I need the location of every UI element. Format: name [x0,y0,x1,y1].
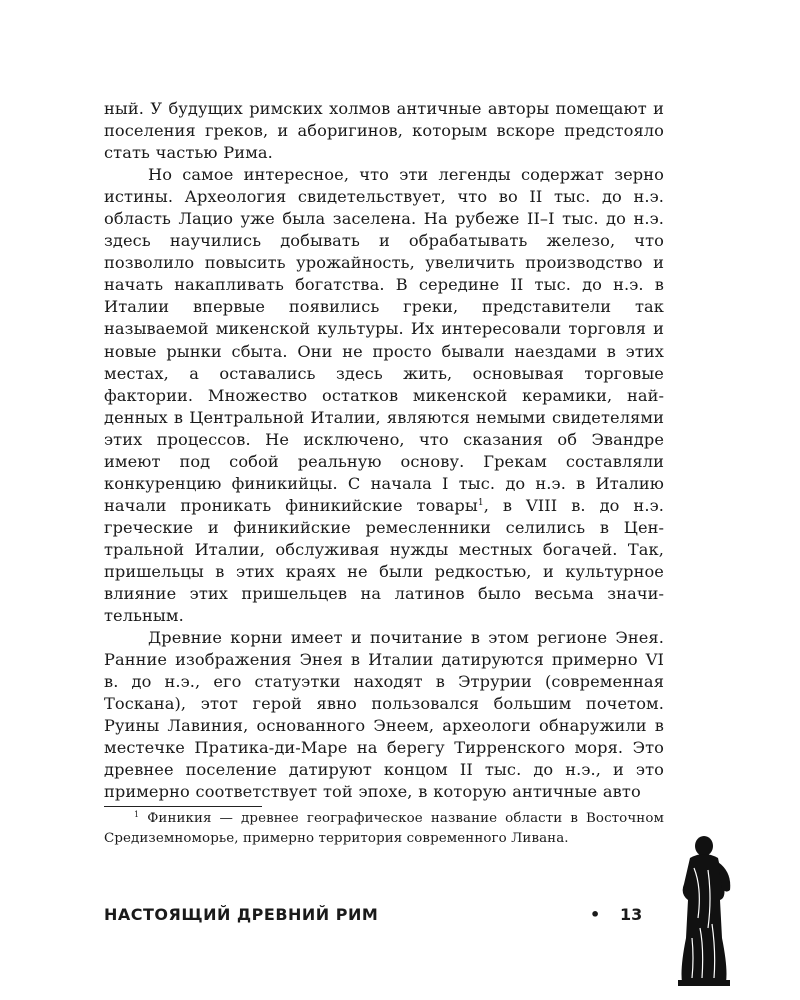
book-title: НАСТОЯЩИЙ ДРЕВНИЙ РИМ [104,905,379,924]
footnote [104,809,664,848]
paragraph-1 [104,98,664,164]
running-footer [104,905,664,929]
footnote-text: Финикия — древнее географическое название области в Восточном Средиземноморье, примерно территория современного Ливана. [104,811,664,846]
footnote-reference[interactable]: 1 [477,497,484,508]
paragraph-text: Древние корни имеет и почитание в этом регионе Энея. Ранние изображения Энея в Италии датируются примерно VI в. до н.э., его статуэтки находят в Этрурии (современная Тоскана), этот герой явно пользовался большим почетом. Руины Лавиния, основанного Энеем, археологи обнаружили в местечке Пратика-ди-Маре на берегу Тирренского моря. Это древнее поселение датируют концом II тыс. до н.э., и это примерно соответствует той эпохе, в которую античные авто [104,628,664,802]
paragraph-text: Но самое интересное, что эти легенды содержат зерно истины. Археология свидетельствует, что во II тыс. до н.э. область Лацио уже была заселена. На рубеже II–I тыс. до н.э. здесь научились добывать и обрабатывать железо, что позволило повысить урожайность, увеличить производство и начать накапливать богатства. В середине II тыс. до н.э. в Италии впервые появились греки, представители так называемой микенской культуры. Их интересовали торговля и новые рынки сбыта. Они не просто бывали наездами в этих местах, а оставались здесь жить, основывая торговые фактории. Множество остатков микенской керамики, найденных в Центральной Италии, являются немыми свидетелями этих процессов. Не исключено, что сказания об Эвандре имеют под собой реальную основу. Грекам составляли конкуренцию финикийцы. С начала I тыс. до н.э. в Италию начали проникать финикийские товары [104,165,664,515]
paragraph-2 [104,164,664,627]
footnote-marker: 1 [134,810,140,819]
paragraph-text-continued: , в VIII в. до н.э. греческие и финикийские ремесленники селились в Центральной Италии, обслуживая нужды местных богачей. Так, пришельцы в этих краях не были редкостью, и культурное влияние этих пришельцев на латинов было весьма значительным. [104,495,664,626]
paragraph-text: ный. У будущих римских холмов античные авторы помещают и поселения греков, и аборигинов, которым вскоре предстояло стать частью Рима. [104,99,664,163]
main-text [104,98,664,804]
footer-bullet: • [590,905,601,924]
roman-statue-icon [664,828,744,988]
footnote-divider [104,806,262,807]
page-number: 13 [620,905,643,924]
paragraph-3 [104,627,664,803]
